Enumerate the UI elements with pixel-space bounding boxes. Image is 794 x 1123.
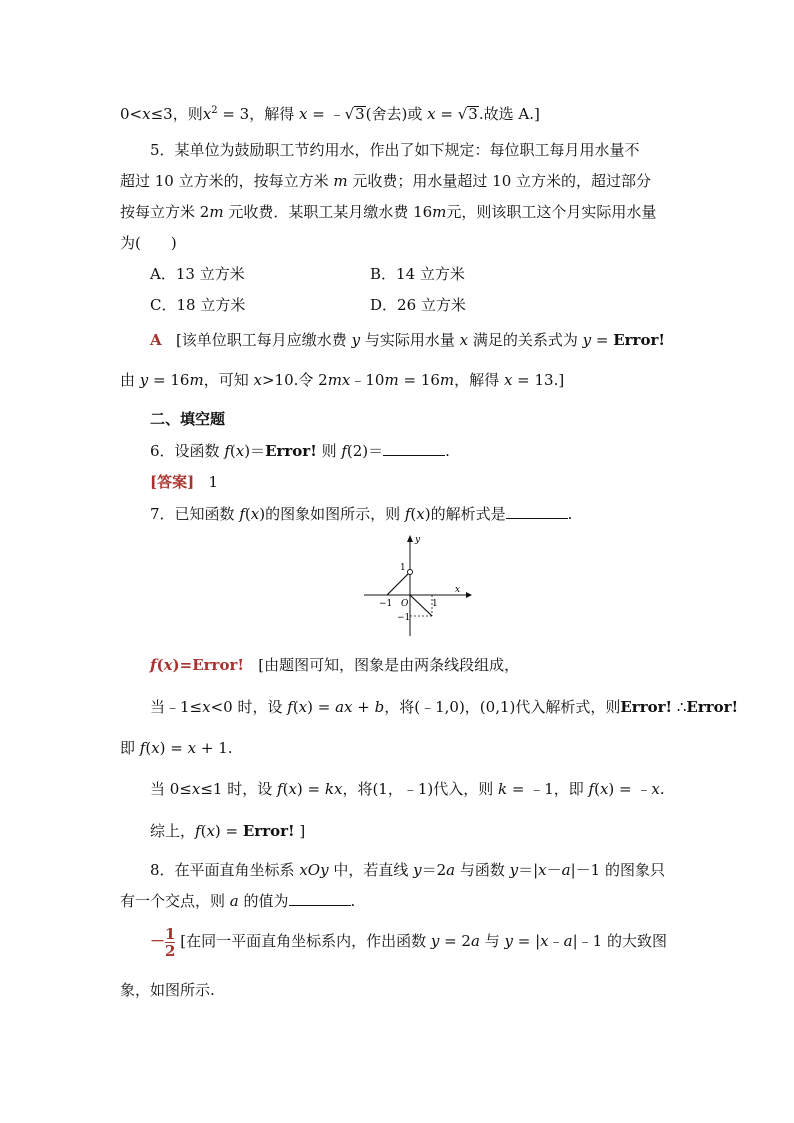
q6-question: 6．设函数 f(x)＝Error! 则 f(2)＝ . <box>150 442 450 460</box>
q8-question-line2: 有一个交点，则 a 的值为 . <box>120 892 356 910</box>
q5-line1: 5．某单位为鼓励职工节约用水，作出了如下规定：每位职工每月用水量不 <box>150 141 640 159</box>
x-axis-label: x <box>455 585 461 595</box>
section-heading: 二、填空题 <box>150 410 226 428</box>
q5-line3: 按每立方米 2m 元收费．某职工某月缴水费 16m元，则该职工这个月实际用水量 <box>120 203 657 221</box>
q7-solution-line2: 当﹣1≤x<0 时，设 f(x) = ax + b，将(﹣1,0)，(0,1)代入解析式，则Error! ∴Error! <box>150 698 739 716</box>
q5-option-d: D．26 立方米 <box>370 296 466 314</box>
q7-solution-line1: f(x)=Error! [由题图可知，图象是由两条线段组成， <box>150 656 520 674</box>
q8-question-line1: 8．在平面直角坐标系 xOy 中，若直线 y＝2a 与函数 y＝|x－a|－1 的图象只 <box>150 861 665 879</box>
q7-function-graph <box>360 532 472 640</box>
q5-line4: 为( ) <box>120 234 177 252</box>
q5-option-a: A．13 立方米 <box>150 265 245 283</box>
answer-fraction: $\frac{1}{2}$ <box>165 924 176 960</box>
tick-label-y1: 1 <box>400 563 406 573</box>
q5-option-b: B．14 立方米 <box>370 265 465 283</box>
y-axis-label: y <box>415 535 421 545</box>
q8-solution-line2: 象，如图所示. <box>120 981 215 999</box>
q7-solution-line5: 综上，f(x) = Error! ] <box>150 822 306 840</box>
q6-answer: [答案] 1 <box>150 473 219 491</box>
q7-solution-line3: 即 f(x) = x + 1. <box>120 739 233 757</box>
q5-line2: 超过 10 立方米的，按每立方米 m 元收费；用水量超过 10 立方米的，超过部分 <box>120 172 652 190</box>
q8-solution-line1: － $\frac{1}{2}$ [在同一平面直角坐标系内，作出函数 y = 2a 与 y = |x﹣a|﹣1 的大致图 <box>150 924 667 960</box>
answer-blank <box>289 891 351 906</box>
q5-option-c: C．18 立方米 <box>150 296 246 314</box>
answer-blank <box>506 504 568 519</box>
tick-label-xneg1: −1 <box>379 599 393 609</box>
q5-solution-line2: 由 y = 16m，可知 x>10.令 2mx﹣10m = 16m，解得 x = 13.] <box>120 371 565 389</box>
answer-blank <box>383 441 445 456</box>
q7-question: 7．已知函数 f(x)的图象如图所示，则 f(x)的解析式是 . <box>150 505 573 523</box>
q5-solution-line1: A [该单位职工每月应缴水费 y 与实际用水量 x 满足的关系式为 y = Error! <box>150 331 665 349</box>
tick-label-yneg1: −1 <box>397 613 411 623</box>
q7-solution-line4: 当 0≤x≤1 时，设 f(x) = kx，将(1，﹣1)代入，则 k = ﹣1，即 f(x) = ﹣x. <box>150 780 665 798</box>
tick-label-x1: 1 <box>432 599 438 609</box>
prev-solution-line: 0<x≤3，则$x^2 = 3$，解得 x = ﹣√3(舍去)或 x = √3.故选 A.] <box>120 105 540 123</box>
origin-label: O <box>401 599 409 609</box>
